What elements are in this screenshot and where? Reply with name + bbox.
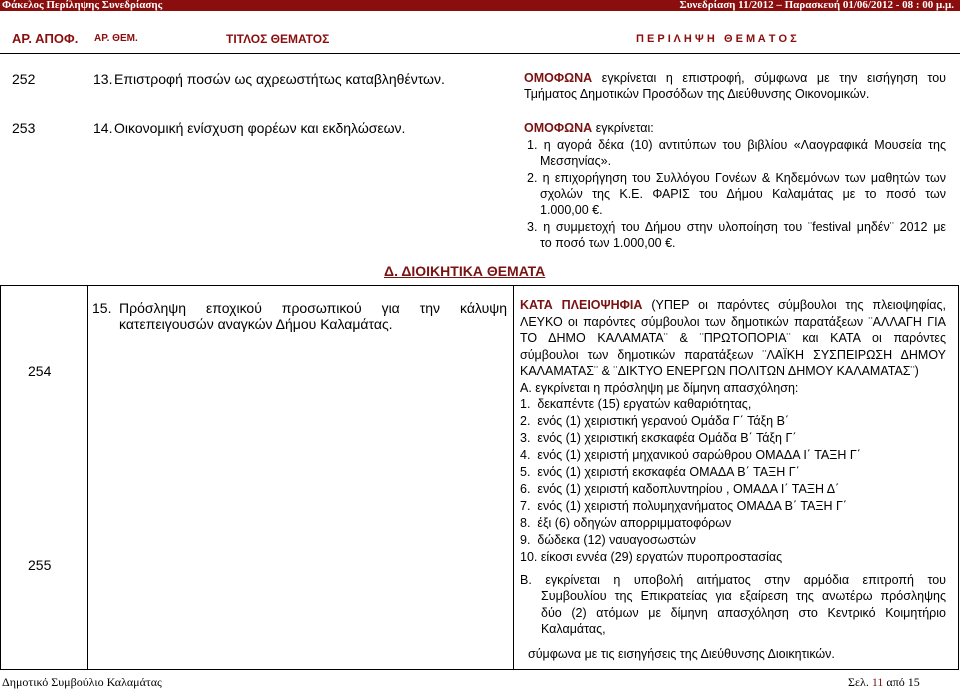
item-14-3-line1: 3. η συμμετοχή του Δήμου στην υλοποίηση του ¨festival μηδέν¨ 2012 με [527, 220, 946, 234]
decision-number-255: 255 [28, 557, 52, 573]
header-divider [0, 53, 960, 54]
col-header-topic-number: ΑΡ. ΘΕΜ. [94, 33, 138, 44]
session-info: Συνεδρίαση 11/2012 – Παρασκευή 01/06/2012 - 08 : 00 μ.μ. [679, 0, 954, 11]
topic-title-15-line2: κατεπειγουσών αναγκών Δήμου Καλαμάτας. [119, 316, 393, 332]
hire-list-item: 9. δώδεκα (12) ναυαγοσωστών [520, 533, 696, 547]
total-pages: 15 [907, 675, 920, 689]
item-14-1-line2: Μεσσηνίας». [540, 154, 612, 168]
hire-list-item: 6. ενός (1) χειριστή καδοπλυντηρίου , ΟΜΑΔΑ Ι΄ ΤΑΞΗ Δ΄ [520, 482, 840, 496]
col-header-decision-number: ΑΡ. ΑΠΟΦ. [12, 31, 79, 46]
approval-b-line1: Β. εγκρίνεται η υποβολή αιτήματος στην αρμόδια επιτροπή του [520, 573, 946, 587]
folder-title: Φάκελος Περίληψης Συνεδρίασης [2, 0, 163, 11]
decision-number-253: 253 [12, 120, 36, 136]
topic-title-13: Επιστροφή ποσών ως αχρεωστήτως καταβληθέντων. [114, 71, 445, 87]
vote-line1: ΚΑΤΑ ΠΛΕΙΟΨΗΦΙΑ (ΥΠΕΡ οι παρόντες σύμβουλοι της πλειοψηφίας, [520, 298, 946, 312]
section-title: Δ. ΔΙΟΙΚΗΤΙΚΑ ΘΕΜΑΤΑ [384, 263, 546, 279]
table-right-border [958, 285, 959, 670]
table-left-border [0, 285, 1, 670]
table-top-border [0, 285, 958, 286]
hire-list-item: 4. ενός (1) χειριστή μηχανικού σαρώθρου ΟΜΑΔΑ Ι΄ ΤΑΞΗ Γ΄ [520, 448, 861, 462]
decision-text-13-line1: ΟΜΟΦΩΝΑ εγκρίνεται η επιστροφή, σύμφωνα με την εισήγηση του [524, 71, 946, 85]
approval-b-line3: δύο (2) ατόμων με δίμηνη απασχόληση στο Κεντρικό Κοιμητήριο [541, 606, 946, 620]
vote-line2: ΛΕΥΚΟ οι παρόντες σύμβουλοι των δημοτικών παρατάξεων ¨ΑΛΛΑΓΗ ΓΙΑ [520, 315, 946, 329]
decision-number-252: 252 [12, 71, 36, 87]
vote-line4: σύμβουλοι των δημοτικών παρατάξεων ¨ΛΑΪΚΗ ΣΥΣΠΕΙΡΩΣΗ ΔΗΜΟΥ [520, 348, 946, 362]
approval-b-line4: Καλαμάτας, [541, 622, 606, 636]
table-col-divider-2 [513, 285, 514, 670]
col-header-topic-title: ΤΙΤΛΟΣ ΘΕΜΑΤΟΣ [226, 32, 330, 46]
hire-list-item: 5. ενός (1) χειριστή εκσκαφέα ΟΜΑΔΑ Β΄ ΤΑΞΗ Γ΄ [520, 465, 800, 479]
table-bottom-border [0, 669, 958, 670]
approval-a-intro: Α. εγκρίνεται η πρόσληψη με δίμηνη απασχόληση: [520, 381, 799, 395]
hire-list-item: 7. ενός (1) χειριστή πολυμηχανήματος ΟΜΑΔΑ Β΄ ΤΑΞΗ Γ΄ [520, 499, 848, 513]
vote-line3: ΤΟ ΔΗΜΟ ΚΑΛΑΜΑΤΑ¨ & ¨ΠΡΩΤΟΠΟΡΙΑ¨ και ΚΑΤΑ οι παρόντες [520, 331, 946, 345]
hire-list-item: 2. ενός (1) χειριστική γερανού Ομάδα Γ΄ Τάξη Β΄ [520, 414, 790, 428]
topic-number-13: 13. [93, 71, 113, 87]
page-indicator: Σελ. 11 από 15 [848, 675, 920, 689]
unanimous-label: ΟΜΟΦΩΝΑ [524, 71, 593, 85]
item-14-1-line1: 1. η αγορά δέκα (10) αντιτύπων του βιβλίου «Λαογραφικά Μουσεία της [527, 138, 946, 152]
item-14-2-line1: 2. η επιχορήγηση του Συλλόγου Γονέων & Κηδεμόνων των μαθητών των [527, 171, 946, 185]
topic-title-15-line1: Πρόσληψη εποχικού προσωπικού για την κάλυψη [119, 300, 507, 316]
current-page-number: 11 [871, 675, 884, 689]
item-14-3-line2: το ποσό των 1.000,00 €. [540, 236, 676, 250]
topic-number-14: 14. [93, 120, 113, 136]
decision-number-254: 254 [28, 363, 52, 379]
approval-b-line2: Συμβουλίου της Επικρατείας για εξαίρεση της ανωτέρω πρόσληψης [541, 589, 946, 603]
hire-list-item: 3. ενός (1) χειριστική εκσκαφέα Ομάδα Β΄ Τάξη Γ΄ [520, 431, 797, 445]
topic-number-15: 15. [92, 300, 112, 316]
item-14-2-line2: σχολών της Κ.Ε. ΦΑΡΙΣ του Δήμου Καλαμάτας με το ποσό των [540, 187, 946, 201]
decision-text-14-intro: ΟΜΟΦΩΝΑ εγκρίνεται: [524, 121, 654, 135]
hire-list-item: 10. είκοσι εννέα (29) εργατών πυροπροστασίας [520, 550, 783, 564]
footer-council-name: Δημοτικό Συμβούλιο Καλαμάτας [2, 675, 162, 689]
table-col-divider-1 [87, 285, 88, 670]
item-14-2-line3: 1.000,00 €. [540, 203, 603, 217]
majority-label: ΚΑΤΑ ΠΛΕΙΟΨΗΦΙΑ [520, 298, 643, 312]
closing-statement: σύμφωνα με τις εισηγήσεις της Διεύθυνσης Διοικητικών. [528, 647, 835, 661]
hire-list-item: 8. έξι (6) οδηγών απορριμματοφόρων [520, 516, 732, 530]
col-header-summary: Π Ε Ρ Ι Λ Η Ψ Η Θ Ε Μ Α Τ Ο Σ [636, 33, 797, 45]
vote-line5: ΚΑΛΑΜΑΤΑΣ¨ & ¨ΔΙΚΤΥΟ ΕΝΕΡΓΩΝ ΠΟΛΙΤΩΝ ΔΗΜΟΥ ΚΑΛΑΜΑΤΑΣ¨) [520, 364, 919, 378]
decision-text-13-line2: Τμήματος Δημοτικών Προσόδων της Διεύθυνσης Οικονομικών. [524, 87, 870, 101]
topic-title-14: Οικονομική ενίσχυση φορέων και εκδηλώσεων. [114, 120, 406, 136]
document-top-bar [0, 0, 960, 11]
hire-list-item: 1. δεκαπέντε (15) εργατών καθαριότητας, [520, 397, 752, 411]
